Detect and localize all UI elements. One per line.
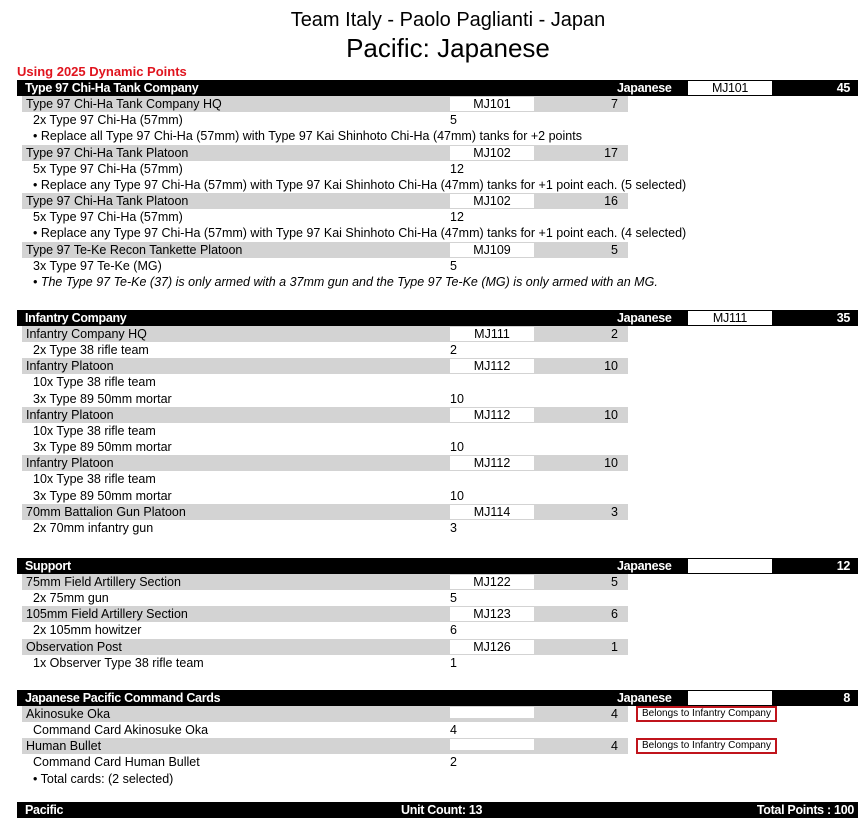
unit-line-text: 2x 105mm howitzer [33,623,142,638]
unit-row[interactable] [22,639,628,655]
unit-code: MJ112 [450,408,534,422]
list-subtitle: Pacific: Japanese [346,33,550,63]
section-name: Japanese Pacific Command Cards [25,691,221,705]
unit-row[interactable] [22,193,628,209]
footer-bar [17,802,858,818]
option-text: • Total cards: (2 selected) [33,771,174,786]
unit-points: 1 [611,639,618,654]
unit-name: Type 97 Chi-Ha Tank Platoon [26,194,189,209]
unit-points: 5 [611,575,618,589]
section-faction: Japanese [617,81,672,95]
section-header [17,558,858,574]
unit-row[interactable] [22,606,628,622]
unit-line-points: 3 [450,521,457,536]
footer-total-points: Total Points : 100 [756,803,854,817]
unit-line-text: 3x Type 97 Te-Ke (MG) [33,258,162,273]
section-code: MJ101 [688,81,772,95]
section [17,80,858,290]
unit-line-text: Command Card Human Bullet [33,755,200,770]
section-header [17,80,858,96]
unit-name: Type 97 Chi-Ha Tank Company HQ [26,97,222,111]
unit-row[interactable] [22,96,628,112]
section-faction: Japanese [617,311,672,325]
unit-line-points: 5 [450,113,457,127]
unit-row[interactable] [22,407,628,423]
option-text: • Replace all Type 97 Chi-Ha (57mm) with Type 97 Kai Shinhoto Chi-Ha (47mm) tanks for +2 points [33,129,582,144]
unit-name: Infantry Platoon [26,359,114,374]
unit-line-points: 5 [450,591,457,605]
unit-line [22,622,858,638]
unit-code: MJ102 [450,194,534,208]
unit-line-text: 5x Type 97 Chi-Ha (57mm) [33,210,183,225]
unit-code: MJ114 [450,505,534,519]
unit-line [22,471,858,487]
section-code [688,691,772,705]
section-total: 12 [836,559,850,573]
section-header [17,310,858,326]
unit-line-text: 1x Observer Type 38 rifle team [33,655,204,670]
unit-points: 10 [604,359,618,374]
unit-points: 7 [611,97,618,111]
unit-code: MJ109 [450,243,534,257]
unit-code: MJ123 [450,607,534,621]
unit-code: MJ126 [450,640,534,654]
unit-line-points: 10 [450,440,464,455]
unit-line-text: 2x 75mm gun [33,591,109,605]
footer-unit-count: Unit Count: 13 [401,803,483,817]
unit-line [22,423,858,439]
unit-line-points: 2 [450,343,457,357]
unit-line-text: 2x 70mm infantry gun [33,521,154,536]
section [17,690,858,787]
unit-line-text: 3x Type 89 50mm mortar [33,488,172,503]
unit-line [22,754,858,770]
unit-line [22,439,858,455]
option-note [22,771,858,787]
unit-code: MJ101 [450,97,534,111]
unit-line [22,391,858,407]
unit-row[interactable] [22,574,628,590]
section-name: Support [25,559,71,573]
unit-line [22,520,858,536]
unit-line-text: 2x Type 38 rifle team [33,343,149,357]
unit-name: Type 97 Chi-Ha Tank Platoon [26,145,189,160]
unit-name: 105mm Field Artillery Section [26,607,188,622]
unit-points: 6 [611,607,618,622]
unit-points: 10 [604,456,618,471]
unit-name: Human Bullet [26,739,102,754]
unit-line [22,258,858,274]
option-text: • The Type 97 Te-Ke (37) is only armed with a 37mm gun and the Type 97 Te-Ke (MG) is only armed with an MG. [33,275,658,290]
unit-line [22,342,858,358]
section [17,310,858,536]
unit-code: MJ112 [450,359,534,373]
unit-line-points: 1 [450,655,457,670]
section-name: Infantry Company [25,311,127,325]
unit-code: MJ112 [450,456,534,470]
option-note [22,225,858,241]
unit-row[interactable] [22,242,628,258]
section-code: MJ111 [688,311,772,325]
section-total: 45 [836,81,850,95]
unit-line [22,655,858,671]
unit-line-text: 2x Type 97 Chi-Ha (57mm) [33,113,183,127]
unit-line-text: 3x Type 89 50mm mortar [33,440,172,455]
unit-code: MJ111 [450,327,534,341]
unit-points: 3 [611,505,618,520]
dynamic-points-note: Using 2025 Dynamic Points [17,64,187,79]
unit-points: 17 [604,145,618,160]
unit-name: Akinosuke Oka [26,707,111,721]
unit-line-text: 10x Type 38 rifle team [33,472,156,487]
option-note [22,128,858,144]
unit-line [22,112,858,128]
unit-line [22,161,858,177]
unit-row[interactable] [22,455,628,471]
unit-points: 2 [611,327,618,341]
list-title: Team Italy - Paolo Paglianti - Japan [290,9,606,31]
unit-code [450,739,534,750]
unit-points: 16 [604,194,618,209]
unit-line-points: 10 [450,391,464,406]
unit-line-text: 3x Type 89 50mm mortar [33,391,172,406]
unit-line-points: 2 [450,755,457,770]
unit-row[interactable] [22,326,628,342]
section-header [17,690,858,706]
section [17,558,858,671]
unit-line [22,488,858,504]
unit-points: 4 [611,739,618,754]
unit-code [450,707,534,718]
belongs-to-note: Belongs to Infantry Company [636,706,777,722]
unit-name: 75mm Field Artillery Section [26,575,181,589]
unit-code: MJ102 [450,146,534,160]
unit-line-points: 4 [450,723,457,737]
unit-name: Observation Post [26,639,122,654]
unit-line-points: 10 [450,488,464,503]
unit-line-text: 10x Type 38 rifle team [33,423,156,438]
footer-period: Pacific [25,803,64,817]
unit-points: 4 [611,707,618,721]
unit-points: 10 [604,407,618,422]
unit-line [22,374,858,390]
belongs-to-note: Belongs to Infantry Company [636,738,777,754]
unit-name: Type 97 Te-Ke Recon Tankette Platoon [26,242,243,257]
option-text: • Replace any Type 97 Chi-Ha (57mm) with Type 97 Kai Shinhoto Chi-Ha (47mm) tanks for +1 point each. (5 selected) [33,177,687,192]
unit-line [22,209,858,225]
unit-name: 70mm Battalion Gun Platoon [26,505,186,520]
unit-line [22,722,858,738]
unit-line-points: 5 [450,258,457,273]
unit-name: Infantry Company HQ [26,327,147,341]
unit-points: 5 [611,242,618,257]
unit-code: MJ122 [450,575,534,589]
option-note [22,274,858,290]
unit-row[interactable] [22,706,771,722]
unit-row[interactable] [22,145,628,161]
section-total: 35 [836,311,850,325]
unit-row[interactable] [22,738,771,754]
option-note [22,177,858,193]
unit-row[interactable] [22,358,628,374]
option-text: • Replace any Type 97 Chi-Ha (57mm) with Type 97 Kai Shinhoto Chi-Ha (47mm) tanks for +1 point each. (4 selected) [33,226,687,241]
unit-line-points: 6 [450,623,457,638]
unit-line-points: 12 [450,161,464,176]
section-faction: Japanese [617,559,672,573]
unit-row[interactable] [22,504,628,520]
unit-name: Infantry Platoon [26,456,114,471]
unit-line [22,590,858,606]
section-name: Type 97 Chi-Ha Tank Company [25,81,199,95]
section-faction: Japanese [617,691,672,705]
unit-line-text: 10x Type 38 rifle team [33,375,156,390]
unit-name: Infantry Platoon [26,407,114,422]
section-total: 8 [843,691,850,705]
unit-line-text: 5x Type 97 Chi-Ha (57mm) [33,161,183,176]
unit-line-points: 12 [450,210,464,225]
unit-line-text: Command Card Akinosuke Oka [33,723,209,737]
section-code [688,559,772,573]
